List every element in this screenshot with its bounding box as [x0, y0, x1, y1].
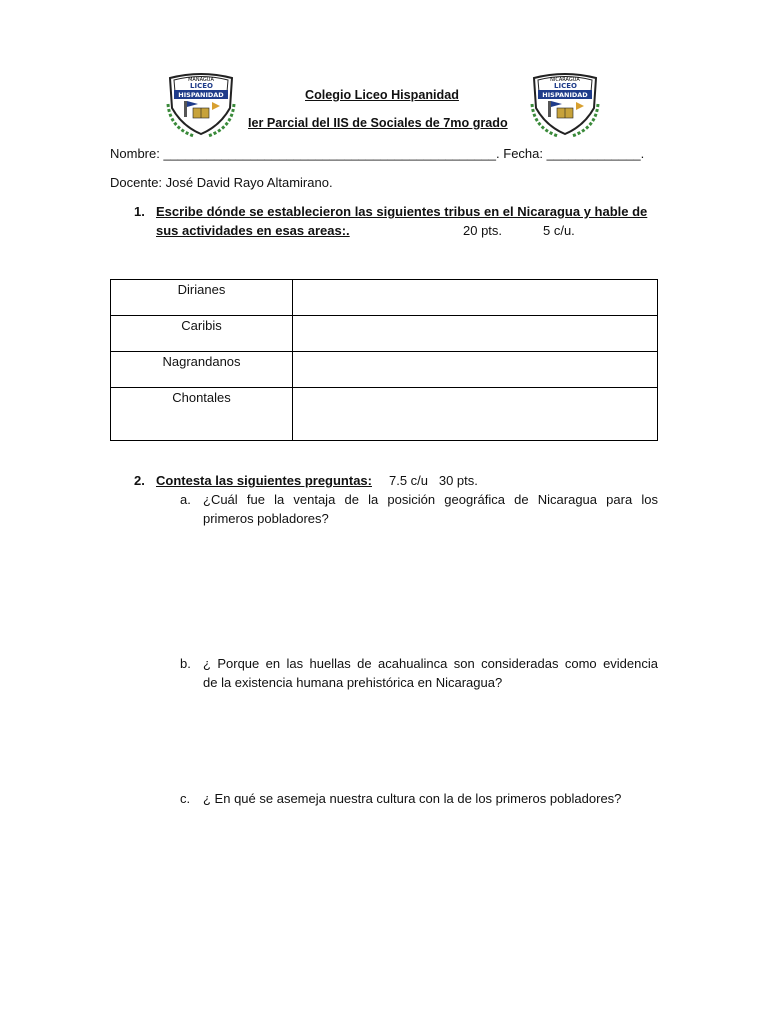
logo-hispanidad-text: HISPANIDAD — [178, 91, 224, 99]
logo-liceo-text: LICEO — [554, 82, 577, 90]
table-row — [111, 352, 658, 388]
sub-question-c-letter: c. — [180, 791, 191, 806]
logo-arc-text: MANAGUA — [188, 77, 214, 83]
logo-liceo-text: LICEO — [190, 82, 213, 90]
question-2-points: 7.5 c/u 30 pts. — [389, 473, 478, 488]
question-2-heading: Contesta las siguientes preguntas: — [156, 473, 372, 488]
answer-cell[interactable] — [293, 388, 658, 441]
sub-question-b-letter: b. — [180, 656, 191, 671]
answer-cell[interactable] — [293, 352, 658, 388]
question-1-points: 20 pts. — [463, 223, 503, 238]
sub-question-b-line2: de la existencia humana prehistórica en Nicaragua? — [203, 675, 503, 690]
exam-title: Ier Parcial del IIS de Sociales de 7mo grado — [248, 116, 508, 130]
school-logo-left — [160, 68, 242, 140]
question-1-per-item: 5 c/u. — [543, 223, 575, 238]
sub-question-a-letter: a. — [180, 492, 191, 507]
question-1-line1: Escribe dónde se establecieron las siguientes tribus en el Nicaragua y hable de — [156, 204, 648, 219]
docente-line: Docente: José David Rayo Altamirano. — [110, 175, 333, 190]
question-1-number: 1. — [134, 204, 145, 219]
table-row — [111, 388, 658, 441]
question-1-line2: sus actividades en esas areas:. — [156, 223, 350, 238]
nombre-fecha-field[interactable]: Nombre: ______________________________________________. Fecha: _____________. — [110, 146, 645, 161]
sub-question-c-line1: ¿ En qué se asemeja nuestra cultura con la de los primeros pobladores? — [203, 791, 622, 806]
question-2-number: 2. — [134, 473, 145, 488]
tribe-name: Caribis — [111, 316, 293, 352]
table-row — [111, 316, 658, 352]
sub-question-a-line2: primeros pobladores? — [203, 511, 329, 526]
school-logo-right — [524, 68, 606, 140]
tribe-name: Dirianes — [111, 280, 293, 316]
answer-cell[interactable] — [293, 280, 658, 316]
sub-question-b-line1: ¿ Porque en las huellas de acahualinca son consideradas como evidencia — [203, 656, 658, 671]
logo-hispanidad-text: HISPANIDAD — [542, 91, 588, 99]
table-row — [111, 280, 658, 316]
tribes-table — [110, 279, 658, 441]
sub-question-a-line1: ¿Cuál fue la ventaja de la posición geográfica de Nicaragua para los — [203, 492, 658, 507]
tribe-name: Chontales — [111, 388, 293, 441]
school-title: Colegio Liceo Hispanidad — [305, 88, 459, 102]
logo-arc-text: NICARAGUA — [550, 77, 580, 83]
tribe-name: Nagrandanos — [111, 352, 293, 388]
answer-cell[interactable] — [293, 316, 658, 352]
